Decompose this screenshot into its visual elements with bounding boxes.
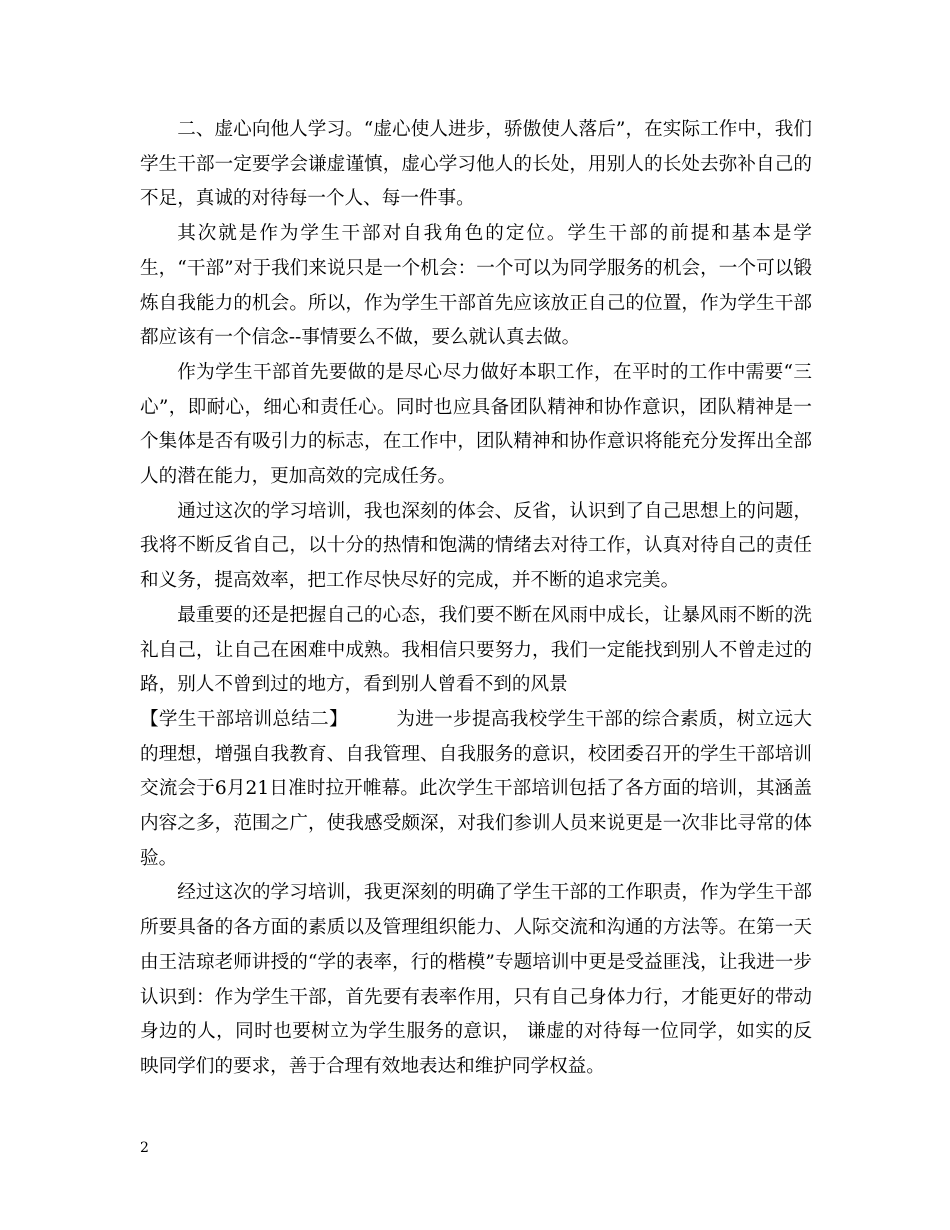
paragraph-reflection: 通过这次的学习培训，我也深刻的体会、反省，认识到了自己思想上的问题，我将不断反省自己，以十分的热情和饱满的情绪去对待工作，认真对待自己的责任和义务，提高效率，把工作尽快尽好的完成，并不断的追求完美。 (140, 500, 812, 592)
paragraph-role-positioning: 其次就是作为学生干部对自我角色的定位。学生干部的前提和基本是学生，“干部”对于我们来说只是一个机会：一个可以为同学服务的机会，一个可以锻炼自我能力的机会。所以，作为学生干部首先应该放正自己的位置，作为学生干部都应该有一个信念--事情要么不做，要么就认真去做。 (140, 223, 812, 349)
section-two-text: 为进一步提高我校学生干部的综合素质，树立远大的理想，增强自我教育、自我管理、自我服务的意识，校团委召开的学生干部培训交流会于6月21日准时拉开帷幕。此次学生干部培训包括了各方面的培训，其涵盖内容之多，范围之广，使我感受颇深，对我们参训人员来说更是一次非比寻常的体验。 (140, 708, 812, 869)
paragraph-training-results: 经过这次的学习培训，我更深刻的明确了学生干部的工作职责，作为学生干部所要具备的各方面的素质以及管理组织能力、人际交流和沟通的方法等。在第一天由王洁琼老师讲授的“学的表率，行的楷模”专题培训中更是受益匪浅，让我进一步认识到：作为学生干部，首先要有表率作用，只有自己身体力行，才能更好的带动身边的人，同时也要树立为学生服务的意识， 谦虚的对待每一位同学，如实的反映同学们的要求，善于合理有效地表达和维护同学权益。 (140, 882, 812, 1077)
paragraph-three-hearts: 作为学生干部首先要做的是尽心尽力做好本职工作，在平时的工作中需要“三心”，即耐心，细心和责任心。同时也应具备团队精神和协作意识，团队精神是一个集体是否有吸引力的标志，在工作中，团队精神和协作意识将能充分发挥出全部人的潜在能力，更加高效的完成任务。 (140, 361, 812, 488)
paragraph-mindset: 最重要的还是把握自己的心态，我们要不断在风雨中成长，让暴风雨不断的洗礼自己，让自己在困难中成熟。我相信只要努力，我们一定能找到别人不曾走过的路，别人不曾到过的地方，看到别人曾看不到的风景 (140, 604, 812, 696)
page-number: 2 (140, 1140, 149, 1156)
paragraph-learn-from-others: 二、虚心向他人学习。“虚心使人进步，骄傲使人落后”，在实际工作中，我们学生干部一定要学会谦虚谨慎，虚心学习他人的长处，用别人的长处去弥补自己的不足，真诚的对待每一个人、每一件事。 (140, 119, 812, 210)
section-heading: 【学生干部培训总结二】 (140, 708, 348, 730)
section-two-paragraph (140, 703, 812, 877)
document-body (140, 113, 812, 1085)
